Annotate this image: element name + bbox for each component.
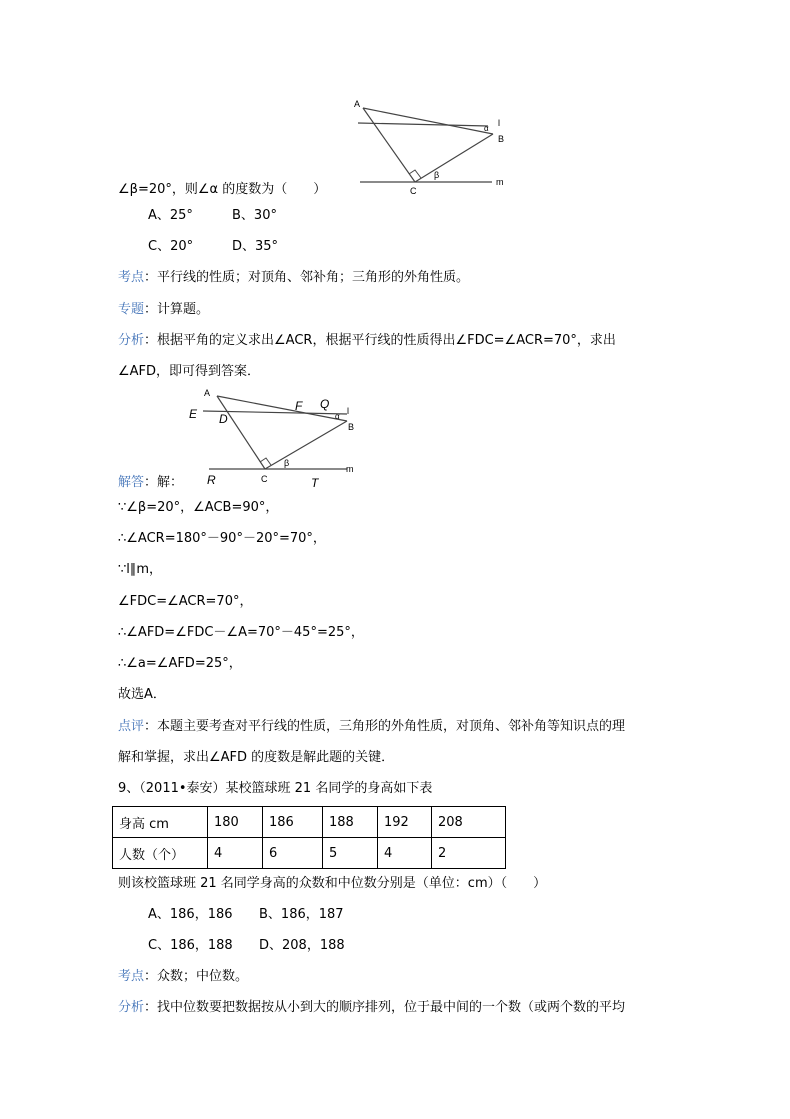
- label-C: C: [410, 186, 417, 196]
- geometry-figure-1: [350, 98, 510, 198]
- zhuanti-row: [118, 301, 209, 319]
- solution-step-7: 故选A．: [118, 687, 166, 702]
- solution-step-2: ∴∠ACR=180°－90°－20°=70°，: [118, 531, 326, 546]
- solution-step-6: ∴∠a=∠AFD=25°，: [118, 656, 242, 671]
- table-row: [113, 807, 506, 838]
- label-B: B: [498, 134, 505, 144]
- table-cell: 4: [208, 838, 263, 869]
- jieda-label: 解答: [118, 475, 145, 490]
- label-R: R: [207, 473, 216, 487]
- dianping-label: 点评: [118, 719, 145, 734]
- label-beta: β: [434, 170, 440, 180]
- table-row: [113, 838, 506, 869]
- q9-option-a: A、186，186: [148, 907, 233, 922]
- label-D: D: [219, 412, 228, 426]
- table-cell: 4: [378, 838, 432, 869]
- label-B: B: [348, 422, 355, 432]
- height-table: [112, 806, 506, 869]
- table-cell: 208: [432, 807, 506, 838]
- dianping-line1: ：本题主要考查对平行线的性质，三角形的外角性质，对顶角、邻补角等知识点的理: [144, 719, 626, 734]
- label-alpha: α: [484, 124, 489, 133]
- solution-step-1: ∵∠β=20°，∠ACB=90°，: [118, 500, 279, 515]
- kaodian2-row: [118, 968, 248, 986]
- label-T: T: [311, 476, 319, 490]
- option-b: B、30°: [232, 208, 277, 223]
- label-F: F: [295, 399, 303, 413]
- solution-step-3: ∵l∥m，: [118, 562, 163, 577]
- table-cell: 人数（个）: [113, 838, 208, 869]
- table-cell: 2: [432, 838, 506, 869]
- segment-AC: [363, 108, 415, 182]
- label-m: m: [346, 464, 354, 474]
- fenxi2-row: [118, 999, 625, 1017]
- fenxi-label: 分析: [118, 333, 145, 348]
- label-m: m: [496, 177, 504, 187]
- kaodian-label: 考点: [118, 270, 145, 285]
- q9-option-c: C、186，188: [148, 938, 233, 953]
- zhuanti-text: ：计算题。: [144, 302, 210, 317]
- segment-AC: [217, 396, 265, 469]
- fenxi-line2: ∠AFD，即可得到答案．: [118, 364, 261, 379]
- label-beta: β: [284, 458, 290, 468]
- fenxi-line1: ：根据平角的定义求出∠ACR，根据平行线的性质得出∠FDC=∠ACR=70°，求出: [144, 333, 616, 348]
- label-C: C: [261, 474, 268, 484]
- q9-option-d: D、208，188: [259, 938, 345, 953]
- dianping-row: [118, 718, 625, 736]
- label-A: A: [354, 99, 361, 109]
- q9-option-b: B、186，187: [259, 907, 344, 922]
- kaodian2-text: ：众数；中位数。: [144, 969, 249, 984]
- label-Q: Q: [320, 397, 330, 411]
- geometry-figure-2: [185, 386, 365, 490]
- table-cell: 192: [378, 807, 432, 838]
- q9-question: 则该校篮球班 21 名同学身高的众数和中位数分别是（单位：cm）（ ）: [118, 876, 547, 891]
- solution-step-4: ∠FDC=∠ACR=70°，: [118, 594, 253, 609]
- label-E: E: [189, 407, 198, 421]
- fenxi2-label: 分析: [118, 1000, 145, 1015]
- jieda-text: ：解：: [144, 475, 184, 490]
- table-cell: 188: [323, 807, 378, 838]
- kaodian2-label: 考点: [118, 969, 145, 984]
- label-A: A: [204, 388, 211, 398]
- label-l: l: [498, 118, 500, 128]
- table-cell: 6: [263, 838, 323, 869]
- jieda-row: [118, 474, 183, 492]
- kaodian-row: [118, 269, 469, 287]
- zhuanti-label: 专题: [118, 302, 145, 317]
- option-d: D、35°: [232, 239, 279, 254]
- fenxi2-text: ：找中位数要把数据按从小到大的顺序排列，位于最中间的一个数（或两个数的平均: [144, 1000, 626, 1015]
- option-c: C、20°: [148, 239, 194, 254]
- dianping-line2: 解和掌握，求出∠AFD 的度数是解此题的关键．: [118, 750, 395, 765]
- table-cell: 186: [263, 807, 323, 838]
- kaodian-text: ：平行线的性质；对顶角、邻补角；三角形的外角性质。: [144, 270, 470, 285]
- line-l: [358, 123, 488, 126]
- segment-AB: [363, 108, 493, 134]
- q9-stem: 9、（2011•泰安）某校篮球班 21 名同学的身高如下表: [118, 781, 433, 796]
- option-a: A、25°: [148, 208, 193, 223]
- solution-step-5: ∴∠AFD=∠FDC－∠A=70°－45°=25°，: [118, 625, 364, 640]
- fenxi-row: [118, 332, 616, 350]
- segment-CB: [415, 134, 493, 182]
- label-l: l: [347, 406, 349, 416]
- table-cell: 身高 cm: [113, 807, 208, 838]
- label-alpha: α: [335, 412, 340, 421]
- table-cell: 180: [208, 807, 263, 838]
- table-cell: 5: [323, 838, 378, 869]
- q8-stem: ∠β=20°，则∠α 的度数为（ ）: [118, 182, 327, 197]
- segment-CB: [265, 421, 347, 469]
